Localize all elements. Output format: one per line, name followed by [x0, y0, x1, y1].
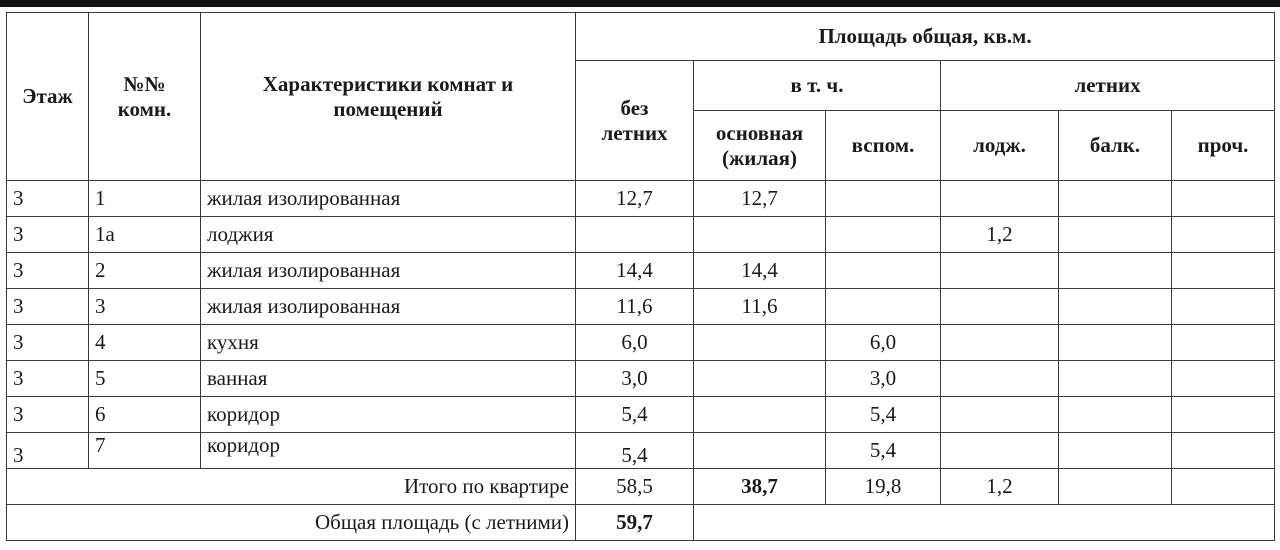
cell-loggia	[941, 181, 1059, 217]
cell-description: жилая изолированная	[201, 181, 576, 217]
header-room-number	[89, 13, 201, 181]
header-including: в т. ч.	[694, 61, 941, 111]
header-room-number-line1: №№	[123, 72, 166, 97]
cell-description: жилая изолированная	[201, 289, 576, 325]
cell-floor: 3	[7, 289, 89, 325]
table-row	[7, 181, 1275, 217]
cell-other	[1172, 181, 1275, 217]
cell-main	[694, 397, 826, 433]
totals-other	[1172, 469, 1275, 505]
cell-balcony	[1059, 433, 1172, 469]
cell-room-number: 2	[89, 253, 201, 289]
header-without-summer-line2: летних	[601, 120, 668, 145]
cell-without-summer: 3,0	[576, 361, 694, 397]
totals-balcony	[1059, 469, 1172, 505]
table-row	[7, 325, 1275, 361]
cell-description: лоджия	[201, 217, 576, 253]
cell-aux: 5,4	[826, 397, 941, 433]
cell-without-summer: 14,4	[576, 253, 694, 289]
cell-room-number: 1а	[89, 217, 201, 253]
cell-floor: 3	[7, 217, 89, 253]
cell-room-number: 1	[89, 181, 201, 217]
cell-floor: 3	[7, 253, 89, 289]
header-balcony: балк.	[1059, 111, 1172, 181]
cell-floor: 3	[7, 397, 89, 433]
cell-without-summer: 11,6	[576, 289, 694, 325]
header-without-summer	[576, 61, 694, 181]
totals-main: 38,7	[694, 469, 826, 505]
totals-loggia: 1,2	[941, 469, 1059, 505]
cell-description: кухня	[201, 325, 576, 361]
header-main-line2: (жилая)	[722, 145, 797, 170]
summary-label: Общая площадь (с летними)	[7, 505, 576, 541]
cell-main: 12,7	[694, 181, 826, 217]
header-summer: летних	[941, 61, 1275, 111]
top-border-strip	[0, 0, 1280, 7]
cell-aux	[826, 181, 941, 217]
cell-other	[1172, 433, 1275, 469]
cell-without-summer: 12,7	[576, 181, 694, 217]
cell-room-number: 3	[89, 289, 201, 325]
table-row	[7, 433, 1275, 469]
cell-floor: 3	[7, 433, 89, 469]
table-row	[7, 289, 1275, 325]
header-without-summer-line1: без	[620, 96, 649, 121]
cell-balcony	[1059, 289, 1172, 325]
cell-floor: 3	[7, 361, 89, 397]
cell-balcony	[1059, 397, 1172, 433]
cell-balcony	[1059, 217, 1172, 253]
header-row-1	[7, 13, 1275, 61]
cell-loggia	[941, 253, 1059, 289]
totals-row	[7, 469, 1275, 505]
cell-balcony	[1059, 253, 1172, 289]
cell-main	[694, 433, 826, 469]
cell-main	[694, 361, 826, 397]
cell-main: 11,6	[694, 289, 826, 325]
cell-aux: 3,0	[826, 361, 941, 397]
cell-balcony	[1059, 181, 1172, 217]
header-main	[694, 111, 826, 181]
cell-main	[694, 325, 826, 361]
cell-aux: 5,4	[826, 433, 941, 469]
header-main-line1: основная	[715, 121, 804, 146]
cell-loggia	[941, 397, 1059, 433]
header-description-line1: Характеристики комнат и	[262, 72, 514, 97]
cell-aux	[826, 289, 941, 325]
cell-description: ванная	[201, 361, 576, 397]
cell-main	[694, 217, 826, 253]
cell-floor: 3	[7, 325, 89, 361]
cell-loggia	[941, 361, 1059, 397]
cell-balcony	[1059, 361, 1172, 397]
cell-aux	[826, 253, 941, 289]
totals-without-summer: 58,5	[576, 469, 694, 505]
cell-without-summer: 6,0	[576, 325, 694, 361]
cell-floor: 3	[7, 181, 89, 217]
cell-room-number: 5	[89, 361, 201, 397]
totals-aux: 19,8	[826, 469, 941, 505]
summary-blank	[694, 505, 1275, 541]
summary-row	[7, 505, 1275, 541]
table-row	[7, 217, 1275, 253]
header-auxiliary: вспом.	[826, 111, 941, 181]
cell-without-summer	[576, 217, 694, 253]
header-room-number-line2: комн.	[117, 96, 172, 121]
header-description	[201, 13, 576, 181]
cell-other	[1172, 361, 1275, 397]
table-row	[7, 397, 1275, 433]
cell-loggia: 1,2	[941, 217, 1059, 253]
cell-without-summer: 5,4	[576, 397, 694, 433]
cell-other	[1172, 289, 1275, 325]
cell-other	[1172, 325, 1275, 361]
cell-other	[1172, 397, 1275, 433]
cell-aux	[826, 217, 941, 253]
cell-without-summer: 5,4	[576, 433, 694, 469]
cell-room-number: 6	[89, 397, 201, 433]
cell-other	[1172, 253, 1275, 289]
table-row	[7, 253, 1275, 289]
cell-loggia	[941, 433, 1059, 469]
cell-loggia	[941, 325, 1059, 361]
cell-room-number: 4	[89, 325, 201, 361]
cell-other	[1172, 217, 1275, 253]
cell-main: 14,4	[694, 253, 826, 289]
table-row	[7, 361, 1275, 397]
cell-description: жилая изолированная	[201, 253, 576, 289]
totals-label: Итого по квартире	[7, 469, 576, 505]
cell-aux: 6,0	[826, 325, 941, 361]
cell-description: коридор	[201, 397, 576, 433]
header-other: проч.	[1172, 111, 1275, 181]
cell-description: коридор	[201, 433, 576, 469]
cell-loggia	[941, 289, 1059, 325]
header-loggia: лодж.	[941, 111, 1059, 181]
room-area-table	[6, 12, 1275, 541]
header-description-line2: помещений	[333, 96, 443, 121]
header-area-total: Площадь общая, кв.м.	[576, 13, 1275, 61]
summary-value: 59,7	[576, 505, 694, 541]
cell-room-number: 7	[89, 433, 201, 469]
cell-balcony	[1059, 325, 1172, 361]
header-floor: Этаж	[7, 13, 89, 181]
